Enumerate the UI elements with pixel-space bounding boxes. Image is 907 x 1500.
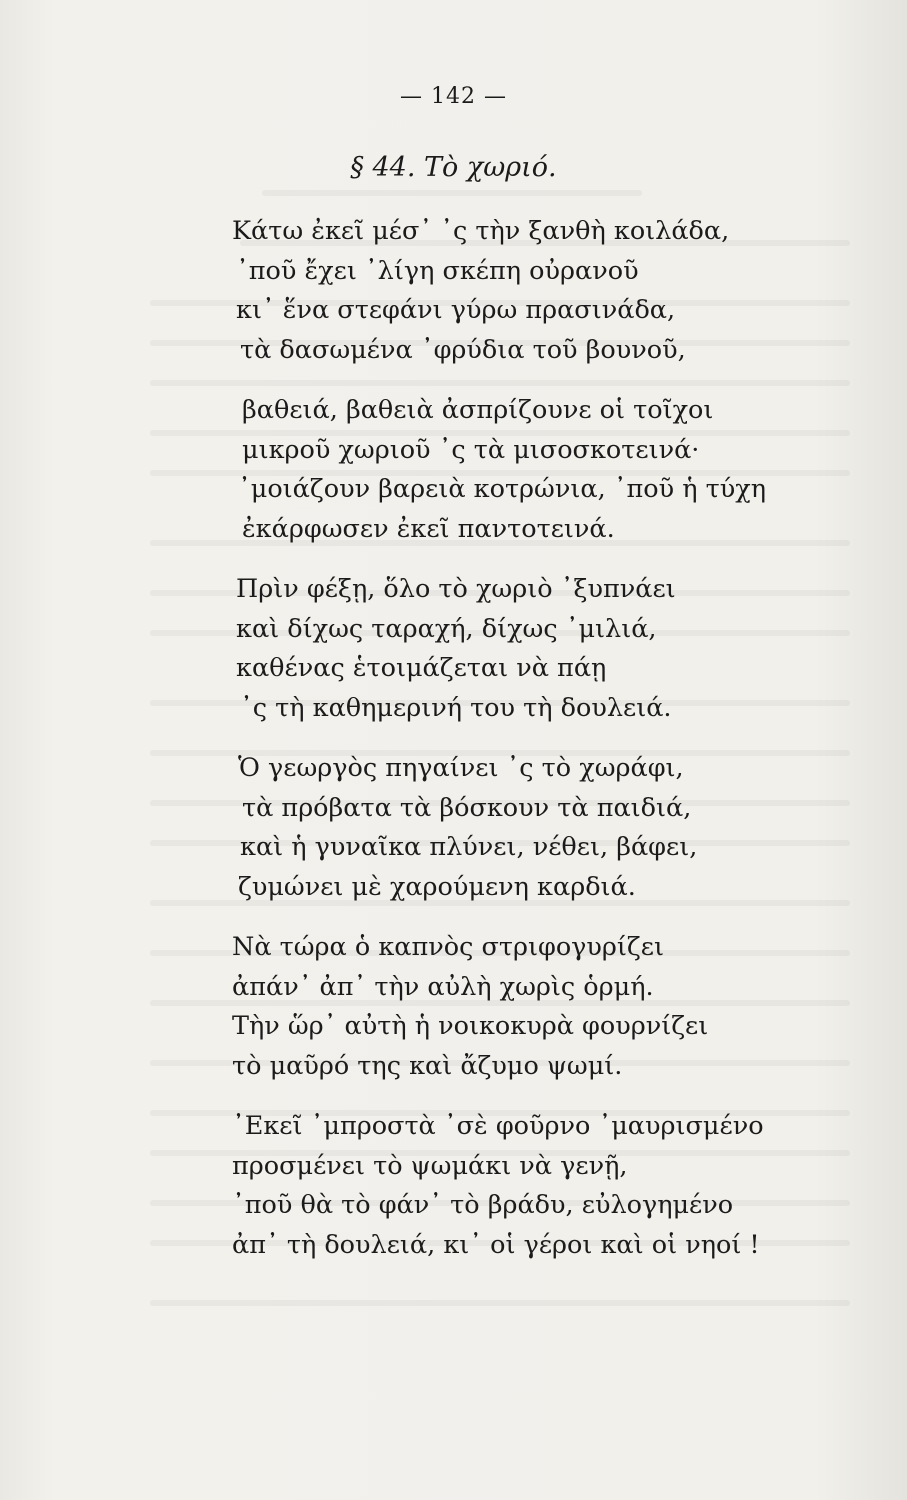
poem-line: προσμένει τὸ ψωμάκι νὰ γενῇ, xyxy=(232,1150,628,1181)
poem-line: Κάτω ἐκεῖ μέσ᾿ ᾿ς τὴν ξανθὴ κοιλάδα, xyxy=(232,216,730,246)
poem-line: ζυμώνει μὲ χαρούμενη καρδιά. xyxy=(238,871,636,902)
poem-line: καθένας ἑτοιμάζεται νὰ πάῃ xyxy=(236,653,607,683)
poem-line: τὰ πρόβατα τὰ βόσκουν τὰ παιδιά, xyxy=(242,792,692,823)
poem-line: τὰ δασωμένα ᾿φρύδια τοῦ βουνοῦ, xyxy=(240,334,686,365)
poem-line: ᾿Εκεῖ ᾿μπροστὰ ᾿σὲ φοῦρνο ᾿μαυρισμένο xyxy=(232,1111,764,1141)
poem-line: ᾿ς τὴ καθημερινή του τὴ δουλειά. xyxy=(240,692,672,723)
poem-line: ἀπ᾿ τὴ δουλειά, κι᾿ οἱ γέροι καὶ οἱ νηοί ! xyxy=(232,1229,760,1260)
poem xyxy=(0,212,907,1286)
poem-line: βαθειά, βαθειὰ ἀσπρίζουνε οἱ τοῖχοι xyxy=(242,395,714,425)
poem-line: ἀπάν᾿ ἀπ᾿ τὴν αὐλὴ χωρὶς ὁρμή. xyxy=(232,971,654,1002)
stanza xyxy=(232,928,907,1086)
poem-line: Τὴν ὥρ᾿ αὐτὴ ἡ νοικοκυρὰ φουρνίζει xyxy=(232,1011,709,1041)
page-number: — 142 — xyxy=(400,84,507,109)
section-title: § 44. Τὸ χωριό. xyxy=(350,152,557,183)
poem-line: Νὰ τώρα ὁ καπνὸς στριφογυρίζει xyxy=(232,932,664,962)
stanza xyxy=(232,212,907,370)
stanza xyxy=(236,570,907,728)
stanza xyxy=(238,749,907,907)
poem-line: ᾿ποῦ ἔχει ᾿λίγη σκέπη οὐρανοῦ xyxy=(236,255,639,286)
poem-line: κι᾿ ἕνα στεφάνι γύρω πρασινάδα, xyxy=(236,295,676,325)
poem-line: τὸ μαῦρό της καὶ ἄζυμο ψωμί. xyxy=(232,1050,623,1081)
poem-line: ᾿ποῦ θὰ τὸ φάν᾿ τὸ βράδυ, εὐλογημένο xyxy=(232,1190,734,1220)
poem-line: Πρὶν φέξῃ, ὅλο τὸ χωριὸ ᾿ξυπνάει xyxy=(236,574,676,604)
stanza xyxy=(232,1107,907,1265)
poem-line: Ὁ γεωργὸς πηγαίνει ᾿ς τὸ χωράφι, xyxy=(238,753,684,783)
poem-line: μικροῦ χωριοῦ ᾿ς τὰ μισοσκοτεινά· xyxy=(242,434,700,465)
poem-line: ἐκάρφωσεν ἐκεῖ παντοτεινά. xyxy=(242,513,615,544)
poem-line: καὶ ἡ γυναῖκα πλύνει, νέθει, βάφει, xyxy=(240,832,698,862)
stanza xyxy=(238,391,907,549)
poem-line: καὶ δίχως ταραχή, δίχως ᾿μιλιά, xyxy=(236,613,657,644)
poem-line: ᾿μοιάζουν βαρειὰ κοτρώνια, ᾿ποῦ ἡ τύχη xyxy=(238,474,766,504)
